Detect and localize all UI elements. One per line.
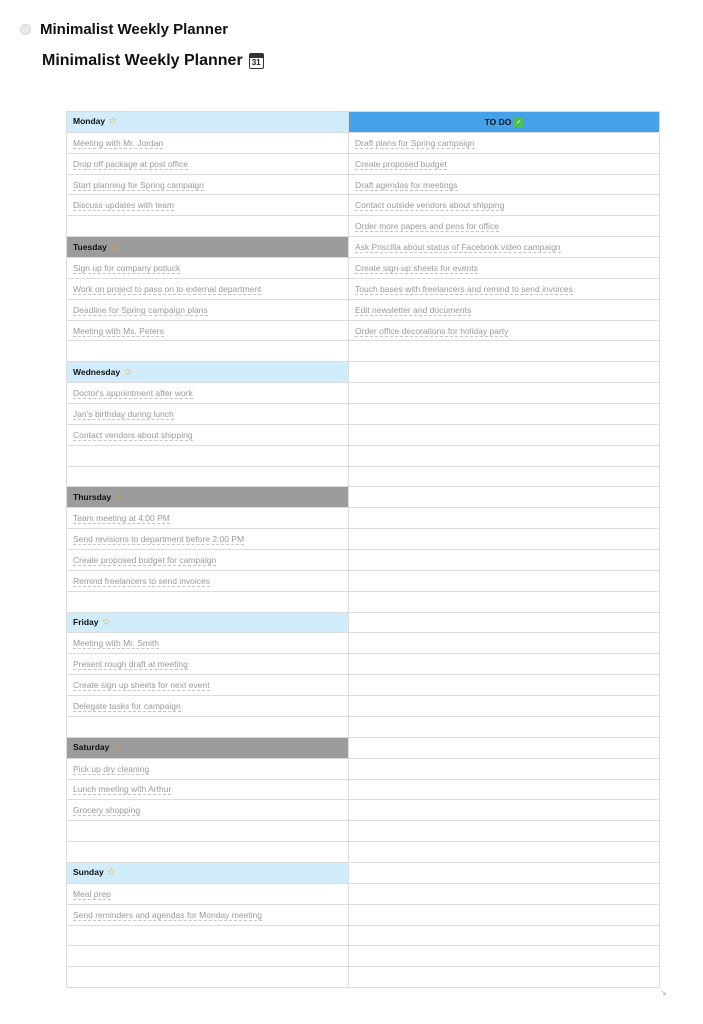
- day-task-cell[interactable]: [67, 508, 349, 529]
- table-row: [67, 258, 660, 279]
- table-row: [67, 320, 660, 341]
- table-row: [67, 925, 660, 946]
- todo-cell[interactable]: [349, 174, 660, 195]
- task-item[interactable]: Doctor's appointment after work: [73, 388, 193, 399]
- table-row: [67, 404, 660, 425]
- day-task-cell[interactable]: [67, 466, 349, 487]
- table-row: [67, 779, 660, 800]
- todo-cell[interactable]: [349, 654, 660, 675]
- table-row: [67, 299, 660, 320]
- todo-cell[interactable]: [349, 508, 660, 529]
- todo-cell[interactable]: [349, 404, 660, 425]
- task-item[interactable]: Remind freelancers to send invoices: [73, 575, 211, 586]
- calendar-icon: [249, 53, 264, 69]
- task-item[interactable]: Work on project to pass on to external department: [73, 283, 262, 294]
- todo-cell[interactable]: [349, 716, 660, 737]
- table-row: [67, 612, 660, 633]
- task-item[interactable]: Send revisions to department before 2:00 PM: [73, 534, 245, 545]
- star-icon: ☆: [114, 491, 124, 503]
- table-row: [67, 132, 660, 153]
- task-item[interactable]: Meeting with Mr. Smith: [73, 638, 159, 649]
- todo-item[interactable]: Create proposed budget: [355, 158, 447, 169]
- todo-cell[interactable]: [349, 842, 660, 863]
- todo-header[interactable]: [349, 112, 660, 133]
- todo-cell[interactable]: [349, 779, 660, 800]
- day-task-cell[interactable]: [67, 675, 349, 696]
- day-header-sunday[interactable]: [67, 862, 349, 883]
- task-item[interactable]: Create proposed budget for campaign: [73, 554, 217, 565]
- table-row: [67, 529, 660, 550]
- todo-cell[interactable]: [349, 466, 660, 487]
- todo-cell[interactable]: [349, 696, 660, 717]
- todo-item[interactable]: Draft plans for Spring campaign: [355, 137, 475, 148]
- day-task-cell[interactable]: [67, 654, 349, 675]
- day-task-cell[interactable]: [67, 320, 349, 341]
- todo-item[interactable]: Edit newsletter and documents: [355, 304, 472, 315]
- day-task-cell[interactable]: [67, 967, 349, 988]
- table-row: [67, 341, 660, 362]
- table-row: [67, 800, 660, 821]
- task-item[interactable]: Delegate tasks for campaign: [73, 700, 181, 711]
- day-label: Friday: [73, 617, 99, 628]
- todo-cell[interactable]: [349, 675, 660, 696]
- task-item[interactable]: Drop off package at post office: [73, 158, 188, 169]
- task-item[interactable]: Jan's birthday during lunch: [73, 408, 174, 419]
- todo-item[interactable]: Touch bases with freelancers and remind to send invoices: [355, 283, 573, 294]
- todo-cell[interactable]: [349, 591, 660, 612]
- todo-item[interactable]: Draft agendas for meetings: [355, 179, 458, 190]
- todo-cell[interactable]: [349, 424, 660, 445]
- day-label: Monday: [73, 116, 106, 127]
- todo-cell[interactable]: [349, 737, 660, 758]
- task-item[interactable]: Lunch meeting with Arthur: [73, 784, 172, 795]
- table-row: [67, 112, 660, 133]
- day-task-cell[interactable]: [67, 132, 349, 153]
- task-item[interactable]: Start planning for Spring campaign: [73, 179, 204, 190]
- star-icon: ☆: [112, 742, 122, 754]
- todo-cell[interactable]: [349, 967, 660, 988]
- table-row: [67, 445, 660, 466]
- table-row: [67, 591, 660, 612]
- day-header-monday[interactable]: [67, 112, 349, 133]
- day-task-cell[interactable]: [67, 925, 349, 946]
- table-row: [67, 633, 660, 654]
- day-header-tuesday[interactable]: [67, 237, 349, 258]
- todo-item[interactable]: Ask Priscilla about status of Facebook video campaign: [355, 242, 561, 253]
- day-task-cell[interactable]: [67, 591, 349, 612]
- task-item[interactable]: Sign up for company potluck: [73, 262, 181, 273]
- day-task-cell[interactable]: [67, 153, 349, 174]
- todo-cell[interactable]: [349, 550, 660, 571]
- todo-cell[interactable]: [349, 237, 660, 258]
- day-task-cell[interactable]: [67, 633, 349, 654]
- table-row: [67, 883, 660, 904]
- todo-cell[interactable]: [349, 195, 660, 216]
- page-title[interactable]: Minimalist Weekly Planner: [42, 52, 243, 69]
- day-task-cell[interactable]: [67, 445, 349, 466]
- day-task-cell[interactable]: [67, 550, 349, 571]
- task-item[interactable]: Deadline for Spring campaign plans: [73, 304, 208, 315]
- day-task-cell[interactable]: [67, 904, 349, 925]
- todo-cell[interactable]: [349, 132, 660, 153]
- table-row: [67, 383, 660, 404]
- todo-cell[interactable]: [349, 904, 660, 925]
- day-task-cell[interactable]: [67, 383, 349, 404]
- todo-item[interactable]: Order more papers and pens for office: [355, 221, 499, 232]
- table-row: [67, 508, 660, 529]
- table-row: [67, 967, 660, 988]
- todo-cell[interactable]: [349, 821, 660, 842]
- todo-item[interactable]: Create sign-up sheets for events: [355, 262, 478, 273]
- todo-cell[interactable]: [349, 341, 660, 362]
- task-item[interactable]: Create sign up sheets for next event: [73, 680, 210, 691]
- todo-item[interactable]: Contact outside vendors about shipping: [355, 200, 505, 211]
- day-task-cell[interactable]: [67, 570, 349, 591]
- day-task-cell[interactable]: [67, 842, 349, 863]
- day-task-cell[interactable]: [67, 404, 349, 425]
- todo-cell[interactable]: [349, 570, 660, 591]
- table-row: [67, 362, 660, 383]
- table-row: [67, 904, 660, 925]
- star-icon: ☆: [108, 116, 118, 128]
- day-task-cell[interactable]: [67, 341, 349, 362]
- table-row: [67, 758, 660, 779]
- task-item[interactable]: Meeting with Ms. Peters: [73, 325, 164, 336]
- task-item[interactable]: Contact vendors about shipping: [73, 429, 193, 440]
- day-header-wednesday[interactable]: [67, 362, 349, 383]
- day-task-cell[interactable]: [67, 758, 349, 779]
- table-row: [67, 424, 660, 445]
- star-icon: ☆: [109, 241, 119, 253]
- page-icon[interactable]: [20, 24, 31, 35]
- todo-cell[interactable]: [349, 362, 660, 383]
- table-row: [67, 946, 660, 967]
- task-item[interactable]: Discuss updates with team: [73, 200, 175, 211]
- task-item[interactable]: Present rough draft at meeting: [73, 659, 188, 670]
- day-task-cell[interactable]: [67, 716, 349, 737]
- task-item[interactable]: Pick up dry cleaning: [73, 763, 150, 774]
- day-task-cell[interactable]: [67, 195, 349, 216]
- day-task-cell[interactable]: [67, 216, 349, 237]
- day-task-cell[interactable]: [67, 946, 349, 967]
- star-icon: ☆: [123, 366, 133, 378]
- task-item[interactable]: Meal prep: [73, 888, 111, 899]
- todo-cell[interactable]: [349, 883, 660, 904]
- page-heading: [42, 50, 264, 72]
- topbar-title[interactable]: Minimalist Weekly Planner: [40, 20, 229, 38]
- todo-cell[interactable]: [349, 383, 660, 404]
- todo-cell[interactable]: [349, 216, 660, 237]
- todo-cell[interactable]: [349, 529, 660, 550]
- day-header-thursday[interactable]: [67, 487, 349, 508]
- table-row: [67, 237, 660, 258]
- todo-item[interactable]: Order office decorations for holiday party: [355, 325, 509, 336]
- day-label: Tuesday: [73, 241, 107, 252]
- todo-cell[interactable]: [349, 487, 660, 508]
- planner-body: [67, 112, 660, 988]
- task-item[interactable]: Grocery shopping: [73, 805, 141, 816]
- day-label: Sunday: [73, 867, 104, 878]
- day-task-cell[interactable]: [67, 299, 349, 320]
- todo-cell[interactable]: [349, 925, 660, 946]
- day-task-cell[interactable]: [67, 174, 349, 195]
- day-task-cell[interactable]: [67, 529, 349, 550]
- table-row: [67, 195, 660, 216]
- table-row: [67, 216, 660, 237]
- task-item[interactable]: Send reminders and agendas for Monday meeting: [73, 909, 263, 920]
- day-task-cell[interactable]: [67, 258, 349, 279]
- topbar: [20, 19, 228, 39]
- weekly-planner-table: [66, 111, 660, 988]
- table-row: [67, 862, 660, 883]
- day-task-cell[interactable]: [67, 800, 349, 821]
- table-row: [67, 821, 660, 842]
- table-row: [67, 487, 660, 508]
- calendar-icon-number: 31: [251, 58, 261, 67]
- day-label: Thursday: [73, 491, 112, 502]
- resize-handle-icon[interactable]: ↘: [660, 988, 667, 997]
- task-item[interactable]: Meeting with Mr. Jordan: [73, 137, 164, 148]
- todo-cell[interactable]: [349, 153, 660, 174]
- day-header-friday[interactable]: [67, 612, 349, 633]
- star-icon: ☆: [106, 867, 116, 879]
- day-label: Wednesday: [73, 366, 121, 377]
- todo-cell[interactable]: [349, 946, 660, 967]
- table-row: [67, 716, 660, 737]
- day-task-cell[interactable]: [67, 779, 349, 800]
- todo-header-label: TO DO: [484, 116, 512, 127]
- task-item[interactable]: Team meeting at 4:00 PM: [73, 513, 170, 524]
- table-row: [67, 550, 660, 571]
- day-task-cell[interactable]: [67, 696, 349, 717]
- day-task-cell[interactable]: [67, 424, 349, 445]
- todo-cell[interactable]: [349, 862, 660, 883]
- table-row: [67, 466, 660, 487]
- todo-cell[interactable]: [349, 445, 660, 466]
- todo-cell[interactable]: [349, 612, 660, 633]
- todo-cell[interactable]: [349, 258, 660, 279]
- todo-cell[interactable]: [349, 320, 660, 341]
- check-box-icon: ✓: [515, 119, 522, 127]
- table-row: [67, 570, 660, 591]
- todo-cell[interactable]: [349, 800, 660, 821]
- todo-cell[interactable]: [349, 299, 660, 320]
- table-row: [67, 842, 660, 863]
- day-task-cell[interactable]: [67, 821, 349, 842]
- table-row: [67, 654, 660, 675]
- table-row: [67, 174, 660, 195]
- day-task-cell[interactable]: [67, 278, 349, 299]
- table-row: [67, 278, 660, 299]
- star-icon: ☆: [101, 617, 111, 629]
- todo-cell[interactable]: [349, 633, 660, 654]
- todo-cell[interactable]: [349, 758, 660, 779]
- day-header-saturday[interactable]: [67, 737, 349, 758]
- table-row: [67, 153, 660, 174]
- day-label: Saturday: [73, 742, 110, 753]
- day-task-cell[interactable]: [67, 883, 349, 904]
- table-row: [67, 737, 660, 758]
- todo-cell[interactable]: [349, 278, 660, 299]
- table-row: [67, 675, 660, 696]
- table-row: [67, 696, 660, 717]
